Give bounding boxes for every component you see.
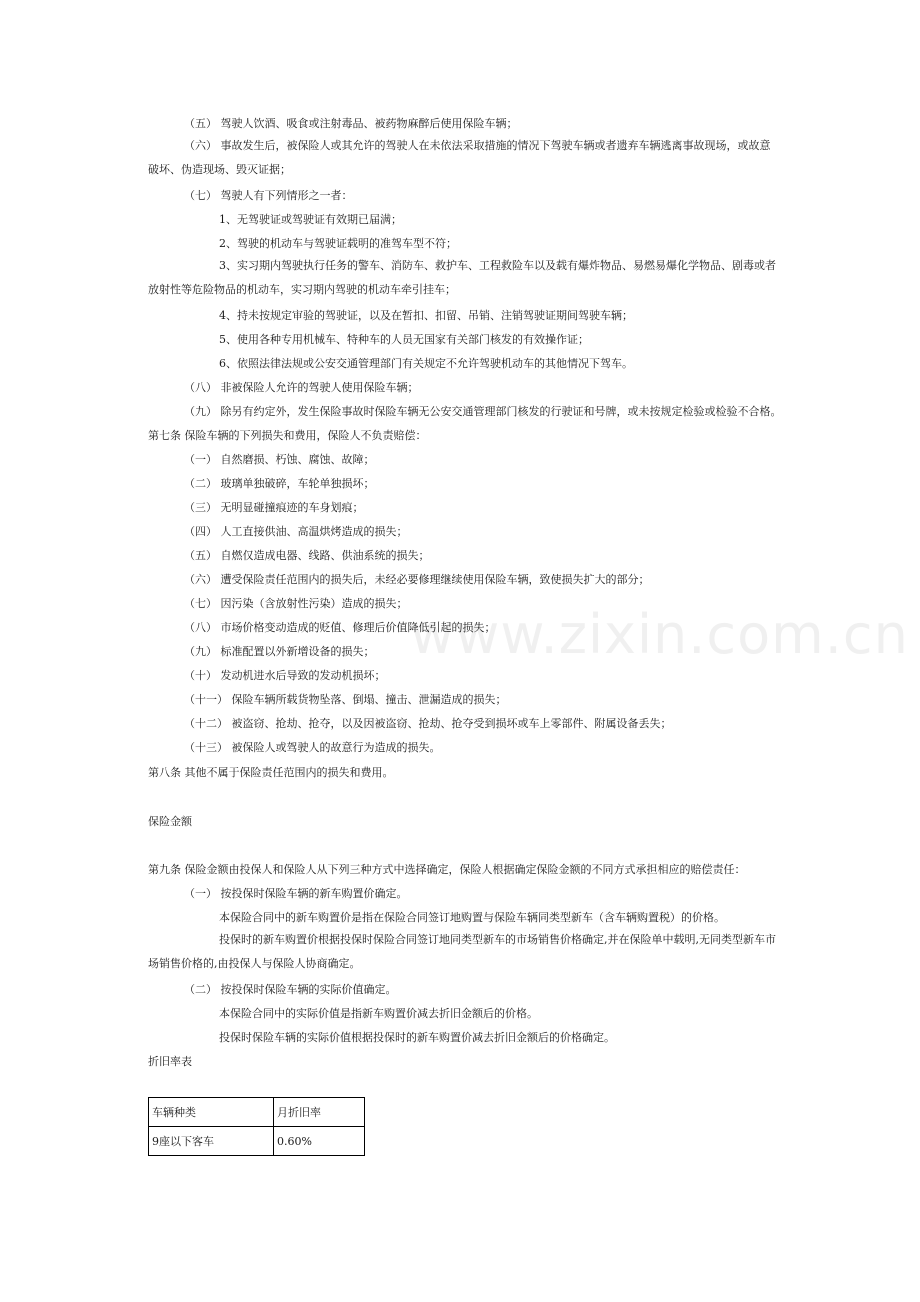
clause-line: （三） 无明显碰撞痕迹的车身划痕； (184, 501, 364, 514)
table-header-cell: 车辆种类 (149, 1098, 274, 1127)
sub-item: 3、实习期内驾驶执行任务的警车、消防车、救护车、工程救险车以及载有爆炸物品、易燃易爆化学物品、剧毒或者放射性等危险物品的机动车，实习期内驾驶的机动车牵引挂车； (148, 259, 776, 296)
table-title: 折旧率表 (148, 1055, 192, 1068)
clause-line: （二） 按投保时保险车辆的实际价值确定。 (184, 983, 397, 996)
table-cell: 9座以下客车 (149, 1127, 274, 1156)
clause-line: （六） 遭受保险责任范围内的损失后，未经必要修理继续使用保险车辆，致使损失扩大的部分； (184, 573, 650, 586)
sub-item: 2、驾驶的机动车与驾驶证载明的准驾车型不符； (219, 237, 457, 250)
paragraph: 本保险合同中的新车购置价是指在保险合同签订地购置与保险车辆同类型新车（含车辆购置税）的价格。 (219, 911, 725, 924)
clause-line: （五） 自燃仅造成电器、线路、供油系统的损失； (184, 549, 430, 562)
paragraph: 投保时的新车购置价根据投保时保险合同签订地同类型新车的市场销售价格确定,并在保险单中载明,无同类型新车市场销售价格的,由投保人与保险人协商确定。 (148, 933, 776, 970)
clause-line: （八） 市场价格变动造成的贬值、修理后价值降低引起的损失； (184, 621, 496, 634)
clause-line: （七） 驾驶人有下列情形之一者： (184, 189, 353, 202)
clause-line: （十二） 被盗窃、抢劫、抢夺，以及因被盗窃、抢劫、抢夺受到损坏或车上零部件、附属设备丢失； (184, 717, 672, 730)
clause-line: （五） 驾驶人饮酒、吸食或注射毒品、被药物麻醉后使用保险车辆； (184, 117, 518, 130)
clause-line: （四） 人工直接供油、高温烘烤造成的损失； (184, 525, 408, 538)
clause-line: （十一） 保险车辆所载货物坠落、倒塌、撞击、泄漏造成的损失； (184, 693, 507, 706)
clause-line: （十） 发动机进水后导致的发动机损坏； (184, 669, 386, 682)
clause-line: （二） 玻璃单独破碎，车轮单独损坏； (184, 477, 375, 490)
clause-line: （六） 事故发生后，被保险人或其允许的驾驶人在未依法采取措施的情况下驾驶车辆或者遗弃车辆逃离事故现场，或故意破坏、伪造现场、毁灭证据； (148, 139, 771, 176)
article-title: 第八条 其他不属于保险责任范围内的损失和费用。 (148, 766, 394, 779)
article-title: 第七条 保险车辆的下列损失和费用，保险人不负责赔偿： (148, 429, 427, 442)
clause-line: （八） 非被保险人允许的驾驶人使用保险车辆； (184, 381, 419, 394)
section-title: 保险金额 (148, 815, 192, 828)
paragraph: 投保时保险车辆的实际价值根据投保时的新车购置价减去折旧金额后的价格确定。 (219, 1031, 615, 1044)
clause-line: （一） 自然磨损、朽蚀、腐蚀、故障； (184, 453, 375, 466)
clause-line: （七） 因污染（含放射性污染）造成的损失； (184, 597, 408, 610)
sub-item: 6、依照法律法规或公安交通管理部门有关规定不允许驾驶机动车的其他情况下驾车。 (219, 357, 633, 370)
clause-line: （九） 除另有约定外，发生保险事故时保险车辆无公安交通管理部门核发的行驶证和号牌，或未按规定检验或检验不合格。 (184, 405, 782, 418)
watermark: www.zixin.com.cn (410, 603, 909, 666)
table-row (149, 1127, 365, 1156)
table-header-cell: 月折旧率 (274, 1098, 365, 1127)
sub-item: 5、使用各种专用机械车、特种车的人员无国家有关部门核发的有效操作证； (219, 333, 589, 346)
article-title: 第九条 保险金额由投保人和保险人从下列三种方式中选择确定，保险人根据确定保险金额的不同方式承担相应的赔偿责任： (148, 863, 746, 876)
table-header-row (149, 1098, 365, 1127)
clause-line: （九） 标准配置以外新增设备的损失； (184, 645, 375, 658)
sub-item: 1、无驾驶证或驾驶证有效期已届满； (219, 213, 402, 226)
clause-line: （一） 按投保时保险车辆的新车购置价确定。 (184, 887, 408, 900)
table-cell: 0.60% (274, 1127, 365, 1156)
sub-item: 4、持未按规定审验的驾驶证，以及在暂扣、扣留、吊销、注销驾驶证期间驾驶车辆； (219, 309, 633, 322)
paragraph: 本保险合同中的实际价值是指新车购置价减去折旧金额后的价格。 (219, 1007, 538, 1020)
clause-line: （十三） 被保险人或驾驶人的故意行为造成的损失。 (184, 741, 441, 754)
depreciation-table (148, 1097, 365, 1156)
